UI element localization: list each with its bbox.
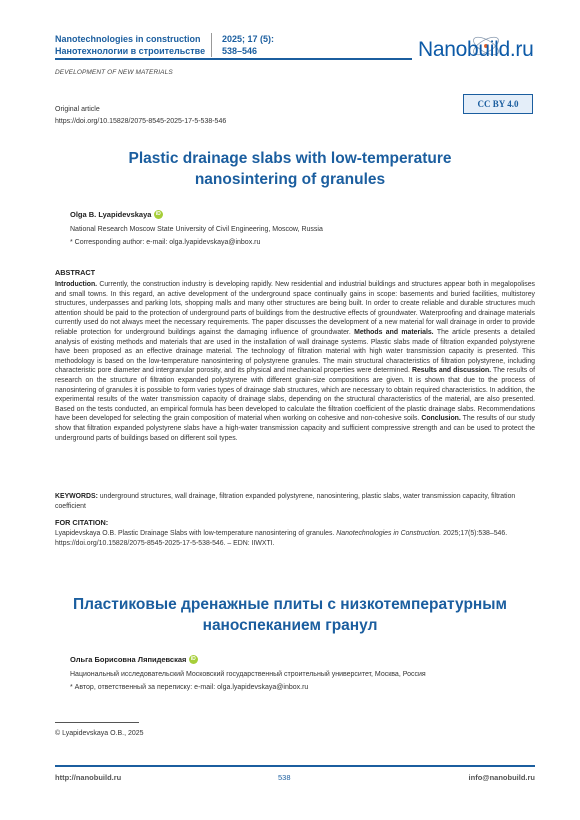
title-en-line-1: Plastic drainage slabs with low-temperature [128, 150, 452, 167]
author-name-ru: Ольга Борисовна Ляпидевская [70, 655, 187, 664]
license-badge[interactable]: CC BY 4.0 [463, 94, 533, 114]
methods-text: The article presents a detailed analysis of existing methods and materials that are used in the installation of wall drainage systems. Plastic slabs made of filtration expanded polystyrene have been proposed as an effective drainage material. The technology of filtration material with high water transmission capacity is presented. This methodology is based on the low-temperature nanosintering of polystyrene granules. The main structural characteristics of filtration polystyrene, including characteristic pore diameter and intergranular porosity, and its physical and mechanical properties were determined. [55, 328, 535, 375]
journal-title-en: Nanotechnologies in construction [55, 34, 201, 44]
keywords-label: KEYWORDS: [55, 493, 98, 500]
journal-title-block [55, 33, 205, 57]
header-divider [211, 33, 212, 57]
citation-journal: Nanotechnologies in Construction. [336, 530, 442, 537]
intro-text: Currently, the construction industry is developing rapidly. New residential and industrial buildings and structures appear both in megalopolises and small towns. In this regard, an active development of the underground space continually gains in scope: basements and buried facilities, multistorey structures, underpasses and parking lots, shopping malls and many other structures are being built. In order to create reliable and durable structures much attention should be paid to the protection of underground parts of buildings from the destructive effects of groundwater. Waterproofing and drainage materials currently used do not always meet the necessary requirements. The paper discusses the development of a new material for wall drainage in order to provide reliable protection for underground buildings against the damaging influence of groundwater. [55, 281, 535, 336]
author-ru [70, 655, 198, 665]
methods-label: Methods and materials. [354, 328, 434, 336]
affiliation-block-ru [70, 669, 426, 694]
intro-label: Introduction. [55, 281, 98, 288]
results-text: The results of research on the structure of filtration expanded polystyrene with different grain-size compositions are given. It is shown that due to the process of nanosintering of granules it is possible to form varies types of drainage slab structures, which are necessary to obtain required characteristics. In addition, the experimental results of the water transmission capacity of drainage slabs, depending on the structural characteristics of the material, are also presented. Based on the tests conducted, an empirical formula has been developed to calculate the filtration coefficient of the plastic drainage slabs. Recommendations have been developed for selecting the grain composition of material when working on cohesive and non-cohesive soils. [55, 367, 535, 423]
copyright: © Lyapidevskaya O.B., 2025 [55, 730, 144, 737]
abstract-heading: ABSTRACT [55, 268, 96, 277]
article-meta [55, 104, 226, 128]
title-en-line-2: nanosintering of granules [194, 171, 386, 188]
issue-info [222, 33, 274, 57]
footer-email[interactable]: info@nanobuild.ru [468, 773, 535, 782]
logo-text: Nanobuild.ru [418, 38, 534, 61]
corresponding-author-en: * Corresponding author: e-mail: olga.lyapidevskaya@inbox.ru [70, 238, 261, 246]
page-number: 538 [278, 773, 291, 782]
title-ru-line-2: наноспеканием гранул [202, 617, 378, 634]
citation-text [55, 529, 535, 548]
conclusion-text: The results of our study show that filtration expanded polystyrene slabs have a high-water transmission capacity and sufficient compressive strength and can be used to protect the underground parts of buildings based on different soil types. [55, 415, 535, 442]
nanobuild-logo [418, 32, 533, 68]
affiliation-block-en [70, 224, 323, 249]
orcid-icon[interactable] [189, 655, 198, 664]
footer-rule [55, 765, 535, 767]
footer-url[interactable]: http://nanobuild.ru [55, 773, 122, 782]
section-heading: DEVELOPMENT OF NEW MATERIALS [55, 69, 173, 76]
journal-title-ru: Нанотехнологии в строительстве [55, 46, 206, 56]
article-title-en [60, 148, 520, 190]
citation-post: 2025;17(5):538–546. https://doi.org/10.15828/2075-8545-2025-17-5-538-546. – EDN: IIWXTI. [55, 530, 508, 547]
author-name-en: Olga B. Lyapidevskaya [70, 210, 152, 219]
page-range: 538–546 [222, 46, 258, 56]
results-label: Results and discussion. [411, 367, 492, 375]
footnote-rule [55, 722, 139, 723]
abstract-text [55, 280, 535, 443]
affiliation-en: National Research Moscow State University of Civil Engineering, Moscow, Russia [70, 226, 323, 233]
conclusion-label: Conclusion. [421, 415, 461, 423]
volume: 2025; 17 (5): [222, 34, 275, 44]
keywords-text: underground structures, wall drainage, filtration expanded polystyrene, nanosintering, plastic slabs, water transmission capacity, filtration coefficient [55, 493, 516, 510]
doi-link[interactable]: https://doi.org/10.15828/2075-8545-2025-17-5-538-546 [55, 118, 227, 125]
citation-pre: Lyapidevskaya O.B. Plastic Drainage Slabs with low-temperature nanosintering of granules. [55, 530, 337, 537]
keywords [55, 492, 535, 511]
affiliation-ru: Национальный исследовательский Московский государственный строительный университет, Москва, Россия [70, 671, 426, 678]
header-rule [55, 58, 412, 60]
article-type: Original article [55, 106, 100, 113]
title-ru-line-1: Пластиковые дренажные плиты с низкотемпературным [73, 596, 507, 613]
citation-heading: FOR CITATION: [55, 518, 109, 527]
orcid-icon[interactable] [154, 210, 163, 219]
corresponding-author-ru: * Автор, ответственный за переписку: e-mail: olga.lyapidevskaya@inbox.ru [70, 683, 309, 691]
author-en [70, 210, 163, 220]
article-title-ru [40, 594, 540, 636]
